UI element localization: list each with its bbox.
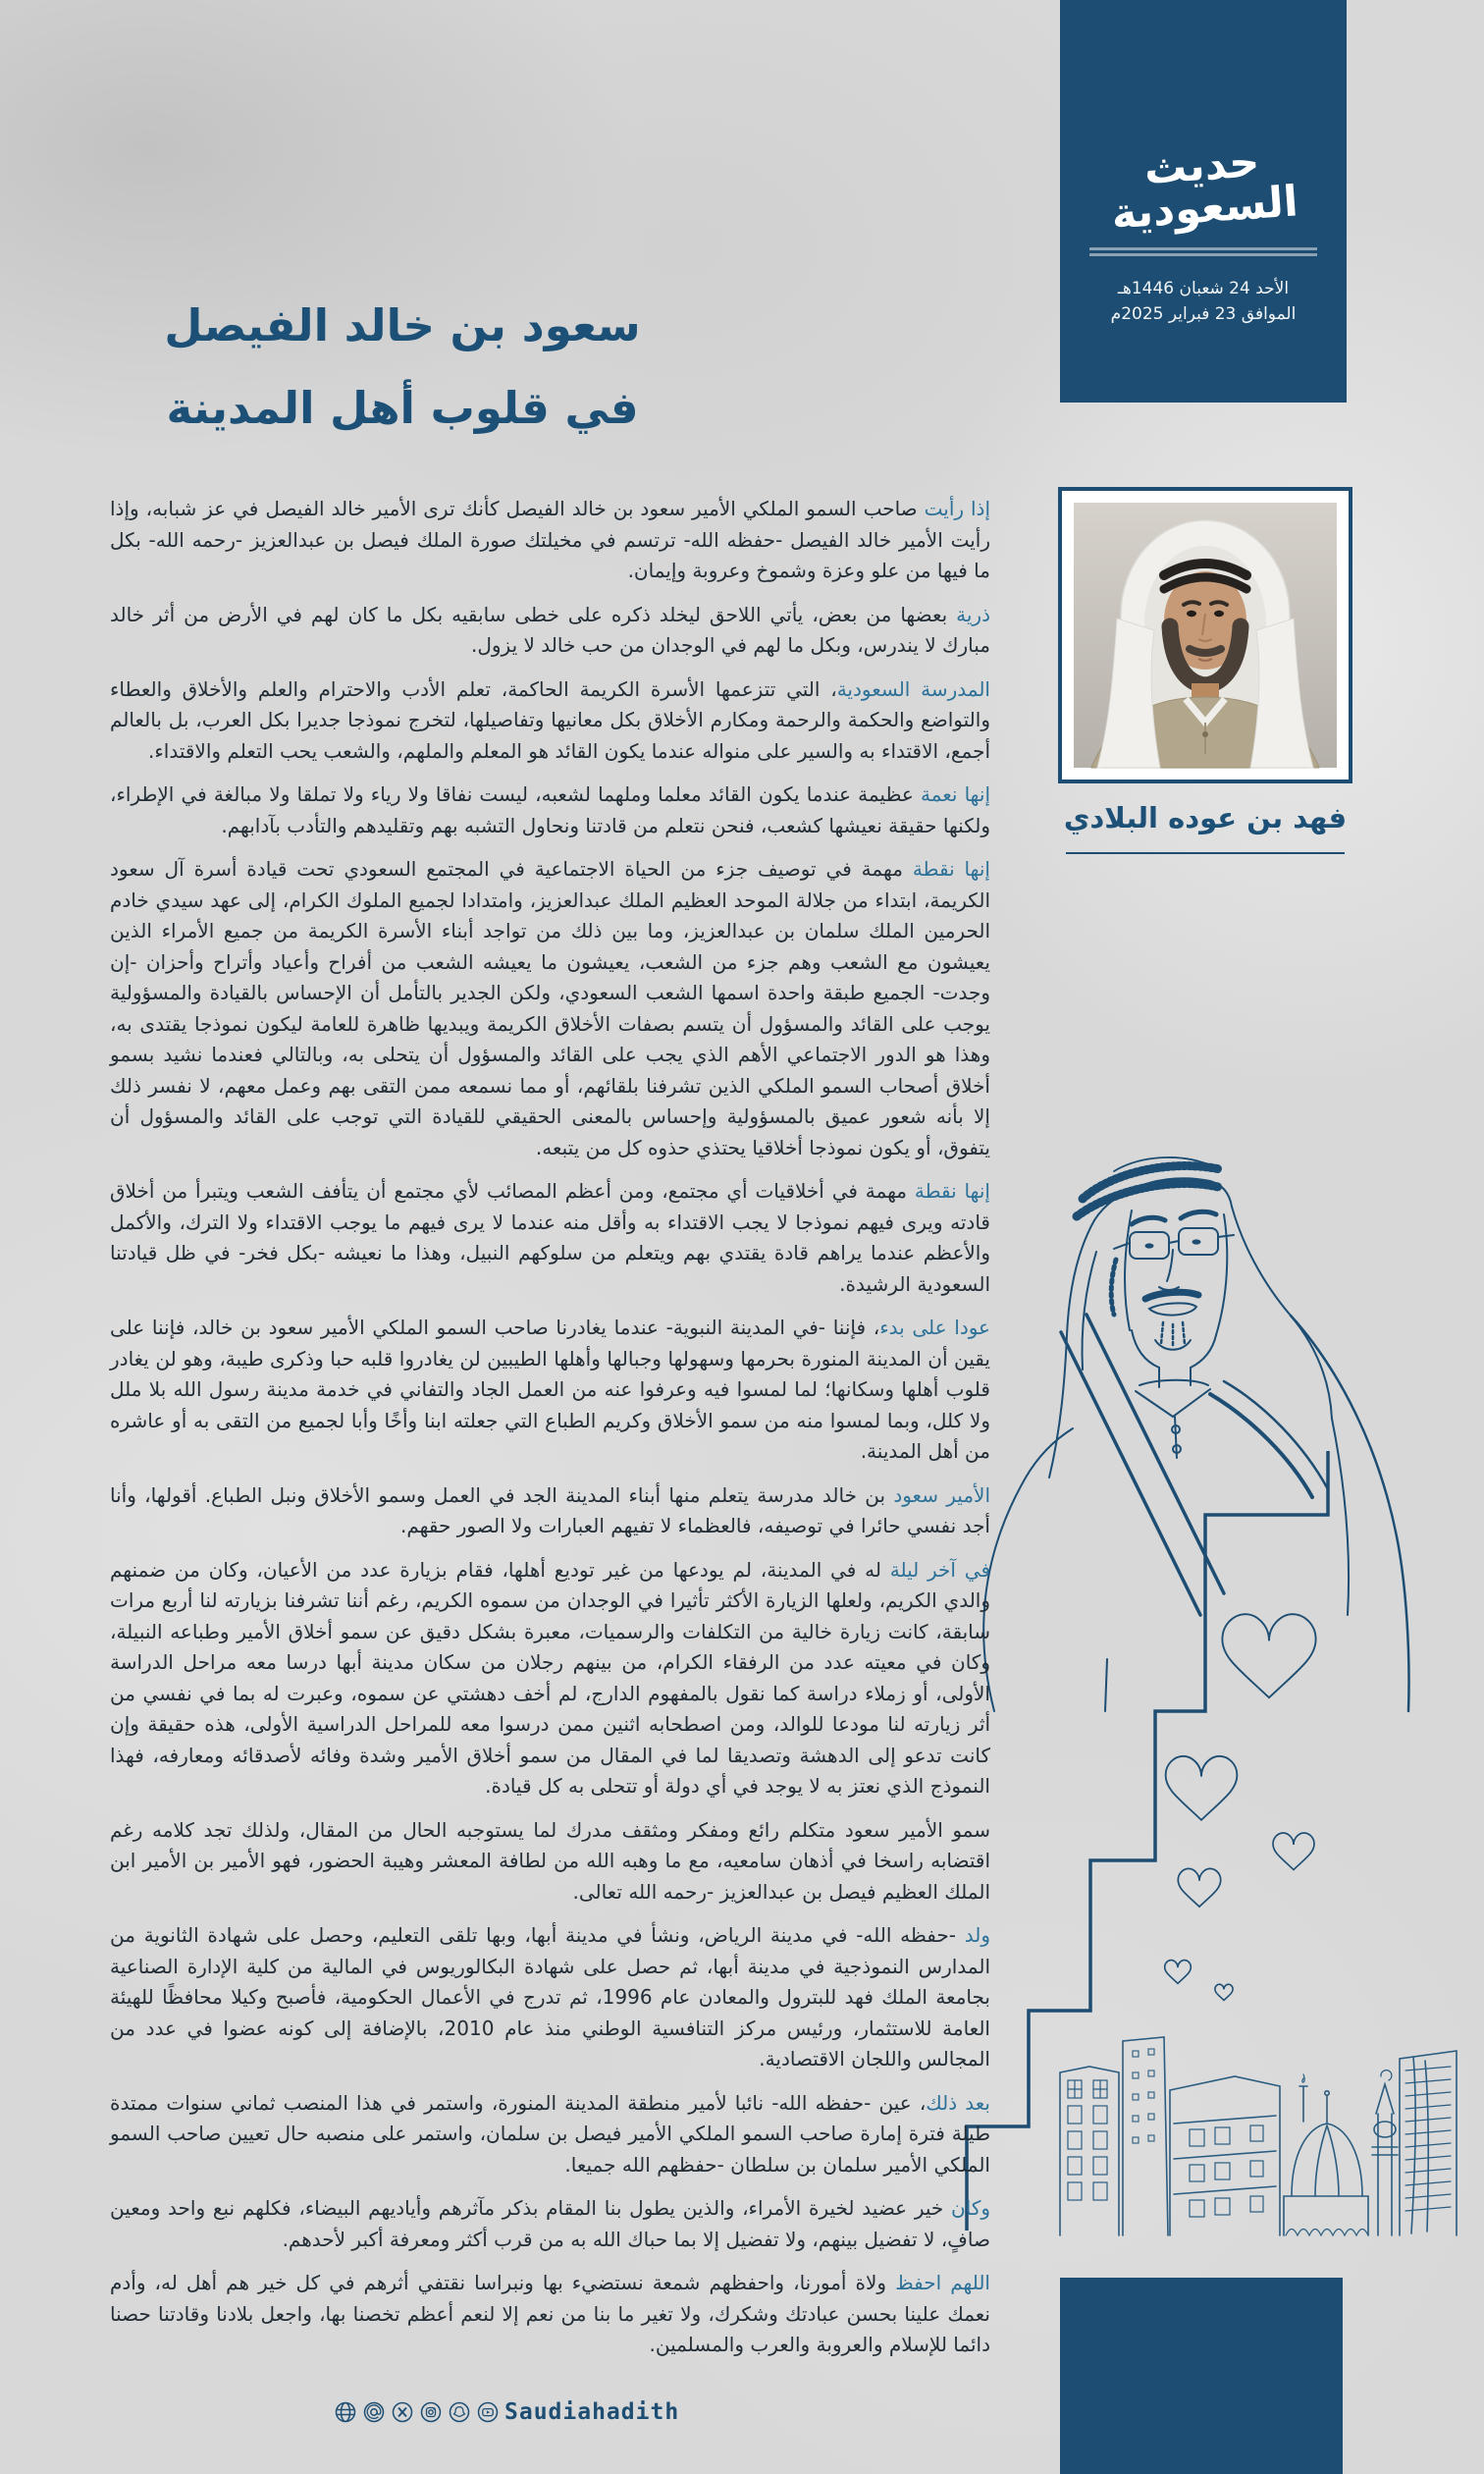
- medina-skyline-sketch: [1058, 2027, 1431, 2238]
- paragraph-lead: إنها نقطة: [914, 1179, 990, 1203]
- paragraph: عودا على بدء، فإننا -في المدينة النبوية- عندما يغادرنا صاحب السمو الملكي الأمير سعود بن خالد، فإننا على يقين أن المدينة المنورة بحرمها وسهولها وجبالها وأهلها الطيبين لن يغادروا قلبه حبا وذكرى طيبة، وهو لن يغادر قلوب أهلها وسكانها؛ لما لمسوا فيه وعرفوا عنه من العمل الجاد والتفاني في خدمة مدينة رسول الله بلا ملل ولا كلل، وبما لمسوا منه من سمو الأخلاق وكريم الطباع التي جعلته ابنا وأخًا وأبا لجميع من التقى به أو عاشره من أهل المدينة.: [110, 1316, 990, 1463]
- paragraph: إنها نعمة عظيمة عندما يكون القائد معلما وملهما لشعبه، ليست نفاقا ولا رياء ولا تملقا ولا مبالغة في الإطراء، ولكنها حقيقة نعيشها كشعب، فنحن نتعلم من قادتنا ونحاول التشبه بهم وتقليدهم والتأدب بآدابهم.: [110, 782, 991, 837]
- paragraph: وكان خير عضيد لخيرة الأمراء، والذين يطول بنا المقام بذكر مآثرهم وأياديهم البيضاء، فكلهم نبع واحد ومعين صافٍ، لا تفضيل بينهم، ولا تفضيل إلا بما حباك الله به من قرب أكثر ومعرفة أكبر لأحدهم.: [110, 2196, 990, 2251]
- magazine-logo: حديث السعودية: [1109, 137, 1300, 240]
- author-name: فهد بن عوده البلادي: [1063, 801, 1348, 834]
- paragraph-lead: في آخر ليلة: [889, 1557, 991, 1582]
- social-handle: Saudiahadith: [504, 2399, 680, 2425]
- logo-underline: [1089, 247, 1317, 256]
- paragraph-lead: بعد ذلك: [926, 2090, 990, 2115]
- paragraph: إنها نقطة مهمة في أخلاقيات أي مجتمع، ومن أعظم المصائب لأي مجتمع أن يتأفف الشعب ويتبرأ من أخلاق قادته ويرى فيهم نموذجا لا يجب الاقتداء به وأقل منه عندما لا يرى فيهم ما يوجب الاقتداء ولا الترك، والأكمل والأعظم عندما يراهم قادة يقتدي بهم ويتعلم من سلوكهم النبيل، وهذا ما نعيشه -بكل فخر- في ظل قيادتنا السعودية الرشيدة.: [110, 1179, 990, 1296]
- paragraph: سمو الأمير سعود متكلم رائع ومفكر ومثقف مدرك لما يستوجبه الحال من المقال، ولذلك تجد كلامه رغم اقتضابه راسخا في أذهان سامعيه، مع ما وهبه الله من لطافة المعشر وهيبة الحضور، فهو الأمير بن الأمير ابن الملك العظيم فيصل بن عبدالعزيز -رحمه الله تعالى.: [110, 1817, 990, 1904]
- at-sign-icon: [362, 2400, 386, 2424]
- paragraph: ذرية بعضها من بعض، يأتي اللاحق ليخلد ذكره على خطى سابقيه بكل ما كان لهم في الأرض من أثر خالد مبارك لا يندرس، وبكل ما لهم في الوجدان من حب خالد لا يزول.: [110, 602, 990, 657]
- social-footer: [334, 2399, 689, 2425]
- paragraph: المدرسة السعودية، التي تتزعمها الأسرة الكريمة الحاكمة، تعلم الأدب والاحترام والعلم والأخلاق والعطاء والتواضع والحكمة والرحمة ومكارم الأخلاق بكل معانيها وتفاصيلها، لتخرج نموذجا جديرا بكل العرب، بل بالعالم أجمع، الاقتداء به والسير على منواله عندما يكون القائد هو المعلم والملهم، والشعب يحب التعلم والاقتداء.: [110, 676, 990, 763]
- paragraph: ولد -حفظه الله- في مدينة الرياض، ونشأ في مدينة أبها، وبها تلقى التعليم، وحصل على شهادة الثانوية من المدارس النموذجية في مدينة أبها، ثم حصل على شهادة البكالوريوس في المالية من كلية الإدارة الصناعية بجامعة الملك فهد للبترول والمعادن عام 1996، ثم تدرج في الأعمال الحكومية، فأصبح وكيلا محافظًا للهيئة العامة للاستثمار، ورئيس مركز التنافسية الوطني منذ عام 2010، بالإضافة إلى كونه عضوا في عدد من المجالس واللجان الاقتصادية.: [110, 1923, 990, 2071]
- paragraph: الأمير سعود بن خالد مدرسة يتعلم منها أبناء المدينة الجد في العمل وسمو الأخلاق ونبل الطباع. أقولها، وأنا أجد نفسي حائرا في توصيفه، فالعظماء لا تفيهم العبارات ولا الصور حقهم.: [110, 1482, 990, 1537]
- paragraph-lead: وكان: [951, 2196, 990, 2220]
- globe-icon: [334, 2400, 357, 2424]
- author-photo-frame: [1058, 487, 1352, 783]
- paragraph: إنها نقطة مهمة في توصيف جزء من الحياة الاجتماعية في المجتمع السعودي تحت قيادة أسرة آل سعود الكريمة، ابتداء من جلالة الموحد العظيم الملك عبدالعزيز، وامتدادا لجميع الملوك الكرام، إلى عهد سيدي خادم الحرمين الملك سلمان بن عبدالعزيز، وما بين ذلك من تواجد أبناء الأسرة الكريمة من جميع الأمراء الذين يعيشون مع الشعب وهم جزء من الشعب، يعيشون ما يعيشه الشعب من أفراح وأعياد وأتراح وأحزان -إن وجدت- الجميع طبقة واحدة اسمها الشعب السعودي، ولكن الجدير بالتأمل أن الإحساس بالقيادة والمسؤولية يوجب على القائد والمسؤول أن يتسم بصفات الأخلاق الكريمة ويبديها ظاهرة للعامة ليكون نموذجا يقتدى به، وهذا هو الدور الاجتماعي الأهم الذي يجب على القائد والمسؤول أن يتحلى به، وبالتالي فعندما نشيد بسمو أخلاق أصحاب السمو الملكي الذين تشرفنا بلقائهم، أو مما نسمعه ممن التقى بهم وعمل معهم، لا نفسر ذلك إلا بأنه شعور عميق بالمسؤولية وإحساس بالمعنى الحقيقي للقيادة التي توجب على القائد والمسؤول أن يتفوق، أو يكون نموذجا أخلاقيا يحتذي حذوه كل من يتبعه.: [110, 857, 990, 1159]
- date-hijri: الأحد 24 شعبان 1446هـ: [1117, 279, 1290, 298]
- paragraph-lead: إنها نعمة: [920, 782, 991, 806]
- author-photo: [1074, 503, 1337, 768]
- paragraph: اللهم احفظ ولاة أمورنا، واحفظهم شمعة نستضيء بها ونبراسا نقتفي أثرهم في كل خير هم أهل له، وأدم نعمك علينا بحسن عبادتك وشكرك، ولا تغير ما بنا من نعم إلا لنعم أعظم تخصنا بها، واجعل بلادنا وقادتنا حصنا دائما للإسلام والعروبة والعرب والمسلمين.: [110, 2271, 990, 2356]
- article-body: [110, 494, 990, 2374]
- paragraph: في آخر ليلة له في المدينة، لم يودعها من غير توديع أهلها، فقام بزيارة عدد من الأعيان، وكان من ضمنهم والدي الكريم، ولعلها الزيارة الأكثر تأثيرا في الوجدان من سموه الكريم، رغم أننا تشرفنا بزيارته لنا أربع مرات سابقة، كانت زيارة خالية من التكلفات والرسميات، معبرة بشكل دقيق عن سمو أخلاق الأمير وطباعه النبيلة، وكان في معيته عدد من الرفقاء الكرام، من بينهم رجلان من سكان مدينة أبها درسا معه مراحل الدراسة الأولى، أو زملاء دراسة كما نقول بالمفهوم الدارج، لم أخف دهشتي عن سموه، وعبرت له بما في نفسي من أثر زيارته لنا مودعا للوالد، ومن اصطحابه اثنين ممن درسوا معه للمراحل الدراسية الأولى، هذه حقيقة وإن كانت تدعو إلى الدهشة وتصديقا لما في المقال من سمو أخلاق الأمير وشدة وفائه لأصدقائه ومعارفه، فهذا النموذج الذي نعتز به لا يوجد في أي دولة أو تتحلى به كل قيادة.: [110, 1557, 991, 1798]
- article-title-line2: في قلوب أهل المدينة: [166, 382, 639, 434]
- paragraph-lead: ذرية: [956, 602, 990, 626]
- paragraph: إذا رأيت صاحب السمو الملكي الأمير سعود بن خالد الفيصل كأنك ترى الأمير خالد الفيصل في عز شبابه، وإذا رأيت الأمير خالد الفيصل -حفظه الله- ترتسم في مخيلتك صورة الملك فيصل بن عبدالعزيز -رحمه الله- بكل ما فيها من علو وعزة وشموخ وعروبة وإيمان.: [110, 497, 990, 582]
- paragraph-lead: ولد: [964, 1923, 990, 1947]
- paragraph-lead: اللهم احفظ: [895, 2271, 990, 2294]
- paragraph-lead: إذا رأيت: [924, 497, 990, 520]
- instagram-icon: [419, 2400, 443, 2424]
- youtube-icon: [476, 2400, 500, 2424]
- paragraph-lead: عودا على بدء: [879, 1316, 990, 1339]
- x-icon: [391, 2400, 414, 2424]
- paragraph-lead: إنها نقطة: [912, 857, 990, 881]
- footer-navy-block: [1060, 2278, 1343, 2474]
- paragraph: بعد ذلك، عين -حفظه الله- نائبا لأمير منطقة المدينة المنورة، واستمر في هذا المنصب ثماني سنوات ممتدة طيلة فترة إمارة صاحب السمو الملكي الأمير فيصل بن سلمان، واستمر على منصبه حال تعيين صاحب السمو الملكي الأمير سلمان بن سلطان -حفظهم الله جميعا.: [110, 2090, 990, 2177]
- paragraph-lead: المدرسة السعودية: [836, 676, 990, 701]
- hearts-doodle: [1119, 1600, 1345, 2022]
- snapchat-icon: [448, 2400, 471, 2424]
- article-title: [128, 285, 677, 450]
- masthead-block: [1060, 0, 1347, 403]
- author-name-underline: [1066, 852, 1345, 854]
- date-gregorian: الموافق 23 فبراير 2025م: [1110, 304, 1297, 324]
- paragraph-lead: الأمير سعود: [893, 1482, 990, 1507]
- article-title-line1: سعود بن خالد الفيصل: [164, 299, 641, 351]
